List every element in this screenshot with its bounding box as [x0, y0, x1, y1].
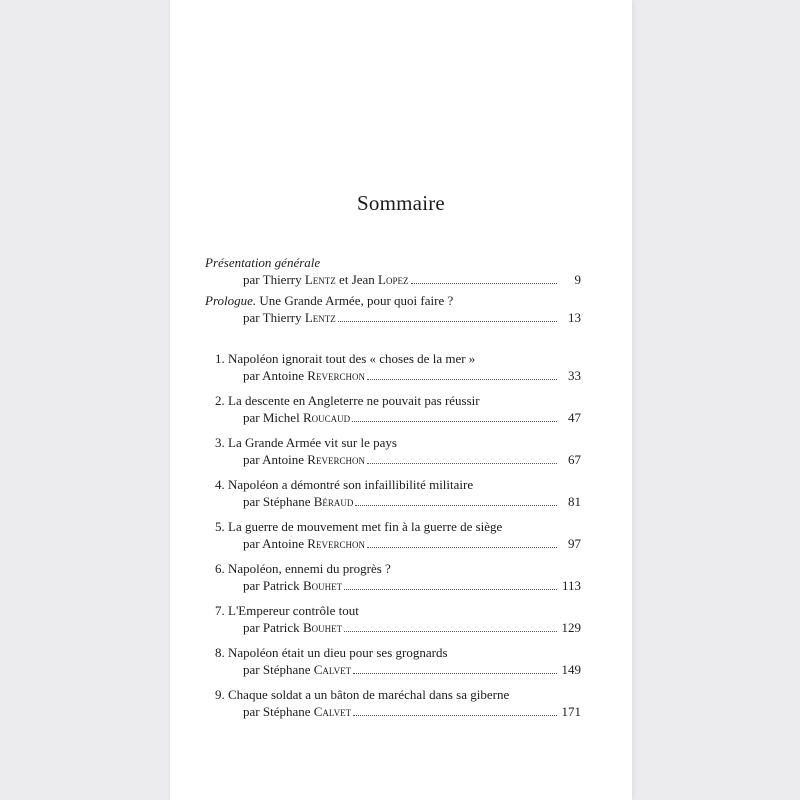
entry-title: 6. Napoléon, ennemi du progrès ? — [215, 561, 391, 576]
entry-title: 9. Chaque soldat a un bâton de maréchal dans sa giberne — [215, 687, 510, 702]
author-surname: Lentz — [304, 272, 336, 287]
dot-leader — [338, 320, 557, 322]
entry-author: par Stéphane Béraud — [243, 494, 354, 509]
entry-title: 1. Napoléon ignorait tout des « choses de la mer » — [215, 351, 476, 366]
entry-author-line — [205, 619, 581, 636]
entry-author-line — [205, 409, 581, 426]
dot-leader — [352, 420, 557, 422]
toc-entry-prologue — [205, 292, 581, 350]
page-number: 171 — [561, 704, 581, 719]
dot-leader — [353, 672, 557, 674]
entry-title — [205, 292, 581, 309]
dot-leader — [367, 378, 557, 380]
toc-entry-chapter — [205, 434, 581, 476]
entry-author-line — [205, 367, 581, 384]
entry-author: par Stéphane Calvet — [243, 704, 352, 719]
author-surname: Béraud — [313, 494, 354, 509]
entry-author-line — [205, 703, 581, 720]
toc-entry-chapter — [205, 560, 581, 602]
page-number: 113 — [561, 578, 581, 593]
page-number: 129 — [561, 620, 581, 635]
author-surname: Roucaud — [302, 410, 351, 425]
page-number: 47 — [568, 410, 581, 425]
author-surname: Calvet — [313, 704, 352, 719]
entry-author-line — [205, 271, 581, 288]
toc-entry-presentation — [205, 254, 581, 292]
author-surname: Calvet — [313, 662, 352, 677]
entry-author: par Antoine Reverchon — [243, 536, 365, 551]
page-number: 13 — [568, 310, 581, 325]
entry-author: par Thierry Lentz et Jean Lopez — [243, 272, 409, 287]
entry-title: 3. La Grande Armée vit sur le pays — [215, 435, 397, 450]
entry-title: 7. L'Empereur contrôle tout — [215, 603, 359, 618]
dot-leader — [353, 714, 557, 716]
toc-entry-chapter — [205, 350, 581, 392]
entry-author-line — [205, 577, 581, 594]
entry-title-italic: Présentation générale — [205, 255, 321, 270]
dot-leader — [367, 462, 557, 464]
entry-title-rest: Une Grande Armée, pour quoi faire ? — [259, 293, 454, 308]
entry-author-line — [205, 493, 581, 510]
entry-author-line — [205, 309, 581, 326]
dot-leader — [411, 282, 558, 284]
dot-leader — [367, 546, 557, 548]
table-of-contents — [205, 254, 581, 728]
page-number: 149 — [561, 662, 581, 677]
author-surname: Reverchon — [307, 452, 365, 467]
entry-author: par Michel Roucaud — [243, 410, 351, 425]
toc-entry-chapter — [205, 392, 581, 434]
book-page — [170, 0, 632, 800]
toc-entry-chapter — [205, 602, 581, 644]
page-number: 81 — [568, 494, 581, 509]
entry-title: 5. La guerre de mouvement met fin à la guerre de siège — [215, 519, 503, 534]
author-surname: Lentz — [304, 310, 336, 325]
toc-entry-chapter — [205, 686, 581, 728]
entry-title: 4. Napoléon a démontré son infaillibilité militaire — [215, 477, 474, 492]
entry-title: 2. La descente en Angleterre ne pouvait pas réussir — [215, 393, 480, 408]
dot-leader — [344, 588, 557, 590]
toc-entry-chapter — [205, 476, 581, 518]
dot-leader — [355, 504, 557, 506]
author-surname: Bouhet — [302, 578, 343, 593]
entry-author-line — [205, 451, 581, 468]
entry-author: par Patrick Bouhet — [243, 620, 343, 635]
toc-entry-chapter — [205, 518, 581, 560]
author-surname: Reverchon — [307, 368, 365, 383]
entry-author: par Patrick Bouhet — [243, 578, 343, 593]
page-number: 9 — [574, 272, 581, 287]
page-title: Sommaire — [357, 191, 445, 215]
entry-author-line — [205, 535, 581, 552]
entry-title — [205, 254, 581, 271]
entry-author: par Antoine Reverchon — [243, 452, 365, 467]
author-surname: Reverchon — [307, 536, 365, 551]
page-number: 33 — [568, 368, 581, 383]
entry-title-italic: Prologue. — [205, 293, 257, 308]
author-surname: Lopez — [378, 272, 409, 287]
dot-leader — [344, 630, 557, 632]
entry-author: par Thierry Lentz — [243, 310, 336, 325]
entry-author: par Stéphane Calvet — [243, 662, 352, 677]
page-number: 97 — [568, 536, 581, 551]
entry-author: par Antoine Reverchon — [243, 368, 365, 383]
entry-author-line — [205, 661, 581, 678]
entry-title: 8. Napoléon était un dieu pour ses grognards — [215, 645, 448, 660]
toc-entry-chapter — [205, 644, 581, 686]
author-surname: Bouhet — [302, 620, 343, 635]
page-number: 67 — [568, 452, 581, 467]
